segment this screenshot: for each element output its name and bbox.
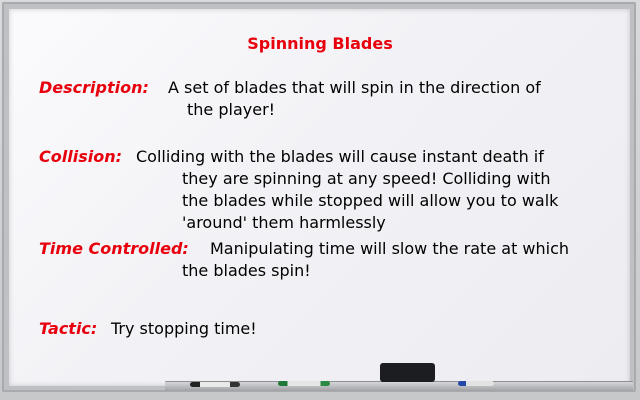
page-title: Spinning Blades <box>247 34 393 53</box>
description-line-2: the player! <box>187 100 276 119</box>
description-label: Description: <box>39 78 149 97</box>
collision-line-4: 'around' them harmlessly <box>182 213 386 232</box>
time-controlled-line-2: the blades spin! <box>182 261 311 280</box>
tactic-text: Try stopping time! <box>111 319 257 338</box>
time-controlled-label: Time Controlled: <box>39 239 189 258</box>
blue-marker <box>458 381 494 386</box>
collision-line-3: the blades while stopped will allow you to walk <box>182 191 559 210</box>
black-marker <box>190 382 240 387</box>
eraser <box>380 363 435 382</box>
description-line-1: A set of blades that will spin in the direction of <box>168 78 541 97</box>
green-marker <box>278 381 330 386</box>
collision-line-1: Colliding with the blades will cause instant death if <box>136 147 544 166</box>
collision-label: Collision: <box>39 147 122 166</box>
collision-line-2: they are spinning at any speed! Colliding with <box>182 169 551 188</box>
time-controlled-line-1: Manipulating time will slow the rate at which <box>210 239 570 258</box>
tactic-label: Tactic: <box>39 319 98 338</box>
